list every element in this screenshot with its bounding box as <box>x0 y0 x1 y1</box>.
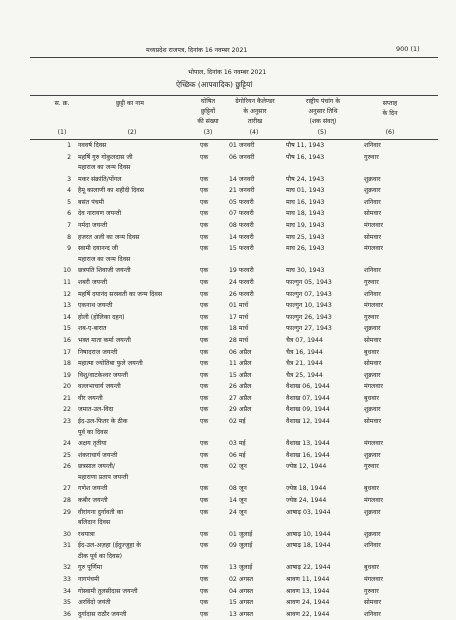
row-weekday: गुरुवार <box>364 587 379 595</box>
row-count: एक <box>200 210 209 218</box>
row-saka-date: आषाढ़ 03, 1944 <box>286 508 331 516</box>
row-count: एक <box>200 542 209 550</box>
row-count: एक <box>200 394 209 402</box>
table-row-continuation <box>0 163 456 174</box>
row-saka-date: वैशाख 12, 1944 <box>286 418 330 426</box>
row-weekday: शनिवार <box>364 290 381 298</box>
row-gregorian-date: 07 फरवरी <box>229 210 254 218</box>
row-weekday: शुक्रवार <box>364 508 381 516</box>
row-count: एक <box>200 508 209 516</box>
row-gregorian-date: 05 फरवरी <box>229 198 254 206</box>
table-row <box>0 300 456 312</box>
table-top-rule <box>30 95 438 96</box>
row-gregorian-date: 02 जून <box>229 463 247 471</box>
row-gregorian-date: 29 अप्रैल <box>229 406 252 414</box>
place-date: भोपाल, दिनांक 16 नवम्बर 2021 <box>188 69 267 76</box>
row-holiday-name: गोस्वामी तुलसीदास जयन्ती <box>78 587 138 595</box>
row-saka-date: माघ 30, 1943 <box>286 267 325 275</box>
row-weekday: सोमवार <box>364 599 382 607</box>
row-count: एक <box>200 313 209 321</box>
row-count: एक <box>200 463 209 471</box>
row-count: एक <box>200 175 209 183</box>
table-row <box>0 140 456 152</box>
row-weekday: बुधवार <box>364 485 379 493</box>
row-count: एक <box>200 485 209 493</box>
page-number: 900 (1) <box>396 45 420 53</box>
row-saka-date: माघ 19, 1943 <box>286 222 325 230</box>
row-count: एक <box>200 198 209 206</box>
col-header-type-line: छुट्टियों <box>200 108 216 115</box>
table-row <box>0 461 456 473</box>
table-row-continuation <box>0 428 456 439</box>
row-saka-date: चैत्र 25, 1944 <box>286 371 323 379</box>
row-weekday: गुरुवार <box>364 313 379 321</box>
row-count: एक <box>200 187 209 195</box>
table-row <box>0 277 456 289</box>
row-gregorian-date: 01 जनवरी <box>229 142 255 149</box>
row-weekday: शुक्रवार <box>364 175 381 183</box>
row-serial: 1 <box>67 142 71 149</box>
row-saka-date: फाल्गुन 07, 1943 <box>286 290 332 298</box>
row-serial: 32 <box>63 564 71 572</box>
row-saka-date: वैशाख 07, 1944 <box>286 394 330 402</box>
row-weekday: शनिवार <box>364 142 381 149</box>
table-row <box>0 393 456 405</box>
row-count: एक <box>200 302 209 310</box>
row-holiday-name: ईद-उल-फितर के ठीक <box>78 418 128 426</box>
col-header-type-line: घोषित <box>201 98 215 105</box>
row-gregorian-date: 01 जुलाई <box>229 530 253 538</box>
row-gregorian-date: 02 अगस्त <box>229 576 253 583</box>
row-holiday-name: गणेश जयन्ती <box>78 485 108 493</box>
row-saka-date: ज्येष्ठ 18, 1944 <box>286 485 327 493</box>
table-row <box>0 540 456 552</box>
row-weekday: गुरुवार <box>364 463 379 471</box>
row-saka-date: वैशाख 13, 1944 <box>286 440 330 448</box>
row-holiday-name: कबीर जयन्ती <box>78 497 108 505</box>
row-serial: 2 <box>67 153 71 161</box>
row-saka-date: वैशाख 09, 1944 <box>286 406 330 414</box>
table-row <box>0 174 456 186</box>
row-gregorian-date: 19 फरवरी <box>229 267 254 275</box>
row-count: एक <box>200 587 209 595</box>
table-row <box>0 597 456 609</box>
row-count: एक <box>200 383 209 391</box>
row-serial: 25 <box>63 451 71 459</box>
col-header-date-line: ग्रेगोरियन कैलेण्डर <box>235 98 275 105</box>
row-serial: 11 <box>63 278 71 286</box>
col-header-name: छुट्टी का नाम <box>116 100 144 107</box>
row-weekday: शनिवार <box>364 198 381 206</box>
row-serial: 23 <box>63 418 71 426</box>
row-weekday: बुधवार <box>364 348 379 356</box>
row-serial: 10 <box>63 267 71 275</box>
row-gregorian-date: 18 मार्च <box>229 325 249 333</box>
row-count: एक <box>200 599 209 607</box>
row-serial: 3 <box>67 175 71 183</box>
row-count: एक <box>200 371 209 379</box>
row-holiday-name: निषादराज जयन्ती <box>78 348 118 356</box>
row-gregorian-date: 14 जनवरी <box>229 175 255 183</box>
row-serial: 19 <box>63 371 71 379</box>
row-count: एक <box>200 610 209 618</box>
row-gregorian-date: 11 अप्रैल <box>229 360 252 368</box>
row-serial: 28 <box>63 497 71 505</box>
table-row <box>0 347 456 359</box>
row-holiday-name: हजरत अली का जन्म दिवस <box>78 233 140 241</box>
row-saka-date: पौष 24, 1943 <box>286 175 325 183</box>
row-holiday-name: शबरी जयन्ती <box>78 278 108 286</box>
table-row <box>0 450 456 462</box>
row-weekday: सोमवार <box>364 233 382 241</box>
row-serial: 29 <box>63 508 71 516</box>
row-holiday-name: हैमू कालाणी का शहीदी दिवस <box>78 187 144 195</box>
row-holiday-name: भक्त माता कर्मा जयन्ती <box>78 336 131 344</box>
col-header-day <box>360 99 420 119</box>
row-holiday-name: जमात-उल-विदा <box>78 406 114 414</box>
row-saka-date: वैशाख 16, 1944 <box>286 451 330 459</box>
col-header-date-line: तारीख <box>247 118 263 125</box>
row-saka-date: माघ 01, 1943 <box>286 187 325 195</box>
row-weekday: शुक्रवार <box>364 451 381 459</box>
row-gregorian-date: 06 अप्रैल <box>229 348 252 356</box>
row-saka-date: श्रावण 22, 1944 <box>286 610 330 618</box>
row-holiday-name: एकनाथ जयन्ती <box>78 302 113 310</box>
row-holiday-name-cont: महाराज का जन्म दिवस <box>78 164 131 172</box>
row-serial: 4 <box>67 187 71 195</box>
row-serial: 15 <box>63 325 71 333</box>
row-serial: 33 <box>63 576 71 583</box>
row-saka-date: चैत्र 07, 1944 <box>286 336 323 344</box>
row-gregorian-date: 02 मई <box>229 418 246 426</box>
row-holiday-name: नागपंचमी <box>78 576 100 583</box>
row-saka-date: श्रावण 11, 1944 <box>286 576 330 583</box>
row-serial: 6 <box>67 210 71 218</box>
row-holiday-name: अक्षय तृतीया <box>78 440 107 448</box>
row-weekday: शनिवार <box>364 542 381 550</box>
table-row <box>0 232 456 244</box>
row-gregorian-date: 15 अगस्त <box>229 599 253 607</box>
row-saka-date: फाल्गुन 10, 1943 <box>286 302 332 310</box>
row-serial: 14 <box>63 313 71 321</box>
col-header-day-line: के दिन <box>382 110 398 117</box>
table-row <box>0 586 456 598</box>
col-header-type-line: की संख्या <box>197 118 219 125</box>
row-saka-date: फाल्गुन 05, 1943 <box>286 278 332 286</box>
row-serial: 22 <box>63 406 71 414</box>
row-saka-date: माघ 25, 1943 <box>286 233 325 241</box>
row-holiday-name: छत्रसाल जयन्ती/ <box>78 463 115 471</box>
row-weekday: शनिवार <box>364 267 381 275</box>
row-weekday: बुधवार <box>364 394 379 402</box>
row-gregorian-date: 09 जुलाई <box>229 542 253 550</box>
row-weekday: शुक्रवार <box>364 371 381 379</box>
row-gregorian-date: 24 फरवरी <box>229 278 254 286</box>
row-holiday-name: देव नारायण जयन्ती <box>78 210 122 218</box>
row-serial: 24 <box>63 440 71 448</box>
row-weekday: शुक्रवार <box>364 406 381 414</box>
row-count: एक <box>200 233 209 241</box>
row-count: एक <box>200 576 209 583</box>
row-saka-date: आषाढ़ 10, 1944 <box>286 530 331 538</box>
row-gregorian-date: 26 अप्रैल <box>229 383 252 391</box>
row-serial: 18 <box>63 360 71 368</box>
col-number-1: (1) <box>57 129 67 136</box>
row-holiday-name-cont: बलिदान दिवस <box>78 519 111 527</box>
table-row <box>0 220 456 232</box>
col-header-saka-line: राष्ट्रीय पंचांग के <box>305 98 341 105</box>
col-number-5: (5) <box>317 129 327 136</box>
row-weekday: मंगलवार <box>364 576 383 583</box>
row-saka-date: ज्येष्ठ 24, 1944 <box>286 497 327 505</box>
row-holiday-name-cont: महाराज का जन्म दिवस <box>78 255 131 263</box>
table-row <box>0 323 456 335</box>
row-serial: 16 <box>63 336 71 344</box>
table-row <box>0 243 456 255</box>
row-holiday-name: वीर जयन्ती <box>78 394 103 402</box>
row-count: एक <box>200 497 209 505</box>
col-number-3: (3) <box>203 129 213 136</box>
row-serial: 17 <box>63 348 71 356</box>
col-header-saka-line: अनुसार तिथि <box>308 108 338 115</box>
table-row <box>0 358 456 370</box>
row-holiday-name: रथयात्रा <box>78 530 95 538</box>
row-holiday-name: नर्मदा जयन्ती <box>78 222 108 230</box>
row-weekday: सोमवार <box>364 336 382 344</box>
table-row <box>0 197 456 209</box>
row-gregorian-date: 15 फरवरी <box>229 245 254 253</box>
header-rule <box>30 57 438 58</box>
row-holiday-name: मकर संक्रांति/पोंगल <box>78 175 122 183</box>
row-gregorian-date: 03 मई <box>229 440 246 448</box>
row-count: एक <box>200 278 209 286</box>
row-holiday-name: महर्षि गुरु गोकुलदास जी <box>78 153 133 161</box>
table-row <box>0 185 456 197</box>
row-holiday-name-cont: पूर्व का दिवस <box>78 428 108 436</box>
row-weekday: शुक्रवार <box>364 530 381 538</box>
row-serial: 35 <box>63 599 71 607</box>
row-holiday-name: वीरांगना दुर्गावती का <box>78 508 123 516</box>
row-count: एक <box>200 267 209 275</box>
table-row <box>0 265 456 277</box>
row-saka-date: चैत्र 16, 1944 <box>286 348 323 356</box>
col-header-sn: स. क्र. <box>54 100 70 107</box>
row-saka-date: आषाढ़ 22, 1944 <box>286 564 331 572</box>
row-weekday: मंगलवार <box>364 440 383 448</box>
col-header-saka-line: (शक संवत्) <box>309 118 337 125</box>
table-row <box>0 312 456 324</box>
row-gregorian-date: 14 जून <box>229 497 247 505</box>
row-weekday: सोमवार <box>364 360 382 368</box>
row-holiday-name: छत्रपति शिवाजी जयन्ती <box>78 267 131 275</box>
row-weekday: मंगलवार <box>364 245 383 253</box>
table-row <box>0 483 456 495</box>
row-count: एक <box>200 564 209 572</box>
col-header-date <box>222 97 288 127</box>
row-holiday-name-cont: ठीक पूर्व का दिवस) <box>78 552 123 560</box>
row-holiday-name: शब-ए-बारात <box>78 325 107 333</box>
holiday-table-body <box>0 140 456 620</box>
row-count: एक <box>200 290 209 298</box>
row-holiday-name: महर्षि दयानंद सरस्वती का जन्म दिवस <box>78 290 163 298</box>
col-number-6: (6) <box>385 129 395 136</box>
row-serial: 21 <box>63 394 71 402</box>
row-count: एक <box>200 418 209 426</box>
col-number-4: (4) <box>249 129 259 136</box>
row-serial: 27 <box>63 485 71 493</box>
row-holiday-name: दुर्गादास राठौर जयन्ती <box>78 610 127 618</box>
row-holiday-name: गुरु पूर्णिमा <box>78 564 103 572</box>
table-row <box>0 438 456 450</box>
row-serial: 9 <box>67 245 71 253</box>
row-saka-date: वैशाख 06, 1944 <box>286 383 330 391</box>
row-saka-date: पौष 11, 1943 <box>286 142 325 149</box>
row-count: एक <box>200 348 209 356</box>
col-number-2: (2) <box>127 129 137 136</box>
table-row <box>0 370 456 382</box>
table-row-continuation <box>0 552 456 563</box>
table-row <box>0 208 456 220</box>
row-serial: 13 <box>63 302 71 310</box>
row-saka-date: श्रावण 24, 1944 <box>286 599 330 607</box>
row-holiday-name: ईद-उल-अज़हा (ईदुज्जुहा के <box>78 542 142 550</box>
row-gregorian-date: 04 अगस्त <box>229 587 253 595</box>
row-gregorian-date: 06 मई <box>229 451 246 459</box>
row-count: एक <box>200 451 209 459</box>
row-serial: 5 <box>67 198 71 206</box>
col-header-day-line: सप्ताह <box>382 100 398 107</box>
row-weekday: सोमवार <box>364 418 382 426</box>
table-row-continuation <box>0 255 456 266</box>
row-weekday: बुधवार <box>364 564 379 572</box>
row-holiday-name: बसंत पंचमी <box>78 198 104 206</box>
table-row <box>0 289 456 301</box>
row-serial: 36 <box>63 610 71 618</box>
row-count: एक <box>200 245 209 253</box>
row-gregorian-date: 08 जून <box>229 485 247 493</box>
row-holiday-name: नववर्ष दिवस <box>78 142 107 149</box>
row-serial: 20 <box>63 383 71 391</box>
row-gregorian-date: 17 मार्च <box>229 313 249 321</box>
table-row-continuation <box>0 473 456 484</box>
row-count: एक <box>200 360 209 368</box>
row-gregorian-date: 27 अप्रैल <box>229 394 252 402</box>
row-gregorian-date: 15 अप्रैल <box>229 371 252 379</box>
row-weekday: शनिवार <box>364 610 381 618</box>
row-saka-date: आषाढ़ 18, 1944 <box>286 542 331 550</box>
table-row <box>0 507 456 519</box>
row-holiday-name: शंकराचार्य जयन्ती <box>78 451 118 459</box>
row-serial: 12 <box>63 290 71 298</box>
row-saka-date: फाल्गुन 27, 1943 <box>286 325 332 333</box>
table-row <box>0 381 456 393</box>
row-gregorian-date: 26 फरवरी <box>229 290 254 298</box>
row-serial: 7 <box>67 222 71 230</box>
row-holiday-name: विशु/वाटकेश्वर जयन्ती <box>78 371 129 379</box>
row-saka-date: श्रावण 13, 1944 <box>286 587 330 595</box>
table-row-continuation <box>0 518 456 529</box>
row-count: एक <box>200 336 209 344</box>
row-weekday: मंगलवार <box>364 383 383 391</box>
row-weekday: शुक्रवार <box>364 325 381 333</box>
page-header-left: मध्यप्रदेश राजपत्र, दिनांक 16 नवम्बर 2021 <box>146 47 248 54</box>
row-weekday: सोमवार <box>364 210 382 218</box>
row-serial: 30 <box>63 530 71 538</box>
document-title: ऐच्छिक (आपवादिक) छुट्टियां <box>176 80 253 89</box>
row-gregorian-date: 24 जून <box>229 508 247 516</box>
table-row <box>0 404 456 416</box>
row-gregorian-date: 14 फरवरी <box>229 233 254 241</box>
row-saka-date: माघ 18, 1943 <box>286 210 325 218</box>
row-serial: 26 <box>63 463 71 471</box>
table-row <box>0 416 456 428</box>
row-saka-date: ज्येष्ठ 12, 1944 <box>286 463 327 471</box>
row-count: एक <box>200 440 209 448</box>
row-count: एक <box>200 530 209 538</box>
row-weekday: मंगलवार <box>364 302 383 310</box>
row-holiday-name: वल्लभाचार्य जयन्ती <box>78 383 121 391</box>
row-gregorian-date: 06 जनवरी <box>229 153 255 161</box>
row-saka-date: पौष 16, 1943 <box>286 153 325 161</box>
row-holiday-name-cont: महाराणा प्रताप जयन्ती <box>78 473 129 481</box>
table-row <box>0 495 456 507</box>
col-header-date-line: के अनुसार <box>243 108 267 115</box>
row-serial: 31 <box>63 542 71 550</box>
row-serial: 34 <box>63 587 71 595</box>
row-gregorian-date: 21 जनवरी <box>229 187 255 195</box>
table-row <box>0 574 456 586</box>
row-weekday: शुक्रवार <box>364 187 381 195</box>
row-saka-date: फाल्गुन 26, 1943 <box>286 313 332 321</box>
table-row <box>0 562 456 574</box>
row-gregorian-date: 13 जुलाई <box>229 564 253 572</box>
row-saka-date: माघ 26, 1943 <box>286 245 325 253</box>
row-weekday: गुरुवार <box>364 153 379 161</box>
row-count: एक <box>200 153 209 161</box>
row-serial: 8 <box>67 233 71 241</box>
row-holiday-name: अरविंदो जयंती <box>78 599 111 607</box>
row-gregorian-date: 08 फरवरी <box>229 222 254 230</box>
table-row <box>0 335 456 347</box>
row-gregorian-date: 28 मार्च <box>229 336 249 344</box>
row-gregorian-date: 13 अगस्त <box>229 610 253 618</box>
row-count: एक <box>200 406 209 414</box>
row-saka-date: माघ 16, 1943 <box>286 198 325 206</box>
table-row <box>0 609 456 620</box>
row-holiday-name: महात्मा ज्योतिबा फुले जयन्ती <box>78 360 143 368</box>
row-gregorian-date: 01 मार्च <box>229 302 249 310</box>
col-header-saka <box>280 97 366 127</box>
table-row <box>0 529 456 541</box>
row-count: एक <box>200 222 209 230</box>
row-saka-date: चैत्र 21, 1944 <box>286 360 323 368</box>
row-holiday-name: होली (होलिका दहन) <box>78 313 125 321</box>
row-weekday: मंगलवार <box>364 497 383 505</box>
row-holiday-name: स्वामी दयानन्द जी <box>78 245 118 253</box>
row-weekday: मंगलवार <box>364 222 383 230</box>
table-row <box>0 152 456 164</box>
row-count: एक <box>200 325 209 333</box>
row-count: एक <box>200 142 209 149</box>
row-weekday: गुरुवार <box>364 278 379 286</box>
